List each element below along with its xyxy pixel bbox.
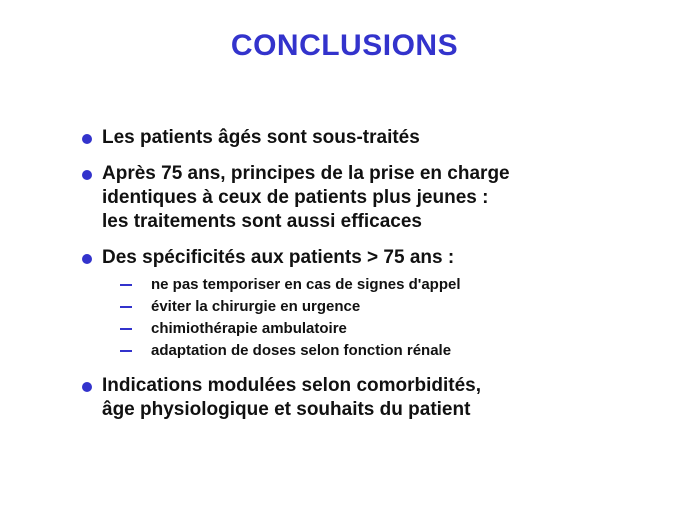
sub-bullet-text: éviter la chirurgie en urgence [151, 298, 361, 315]
sub-bullet-text: chimiothérapie ambulatoire [151, 320, 347, 337]
bullet-text: âge physiologique et souhaits du patient [102, 399, 471, 420]
bullet-list [82, 126, 672, 422]
slide-title: CONCLUSIONS [230, 29, 459, 62]
bullet-dot-icon [82, 170, 92, 180]
bullet-text: identiques à ceux de patients plus jeunes : [102, 187, 489, 208]
bullet-item [82, 126, 672, 150]
bullet-item [82, 246, 672, 362]
sub-bullet-item [120, 296, 672, 318]
dash-icon [120, 284, 132, 286]
bullet-dot-icon [82, 134, 92, 144]
bullet-text: Indications modulées selon comorbidités, [102, 375, 482, 396]
dash-icon [120, 306, 132, 308]
bullet-text: Les patients âgés sont sous-traités [102, 127, 420, 148]
sub-bullet-text: ne pas temporiser en cas de signes d'appel [151, 276, 461, 293]
bullet-item [82, 162, 672, 234]
bullet-dot-icon [82, 382, 92, 392]
bullet-item [82, 374, 672, 422]
bullet-dot-icon [82, 254, 92, 264]
bullet-text: Des spécificités aux patients > 75 ans : [102, 247, 455, 268]
dash-icon [120, 350, 132, 352]
sub-bullet-item [120, 274, 672, 296]
sub-bullet-list [102, 274, 672, 362]
sub-bullet-item [120, 318, 672, 340]
sub-bullet-text: adaptation de doses selon fonction rénale [151, 342, 452, 359]
bullet-text: les traitements sont aussi efficaces [102, 211, 422, 232]
bullet-text: Après 75 ans, principes de la prise en charge [102, 163, 510, 184]
dash-icon [120, 328, 132, 330]
sub-bullet-item [120, 340, 672, 362]
